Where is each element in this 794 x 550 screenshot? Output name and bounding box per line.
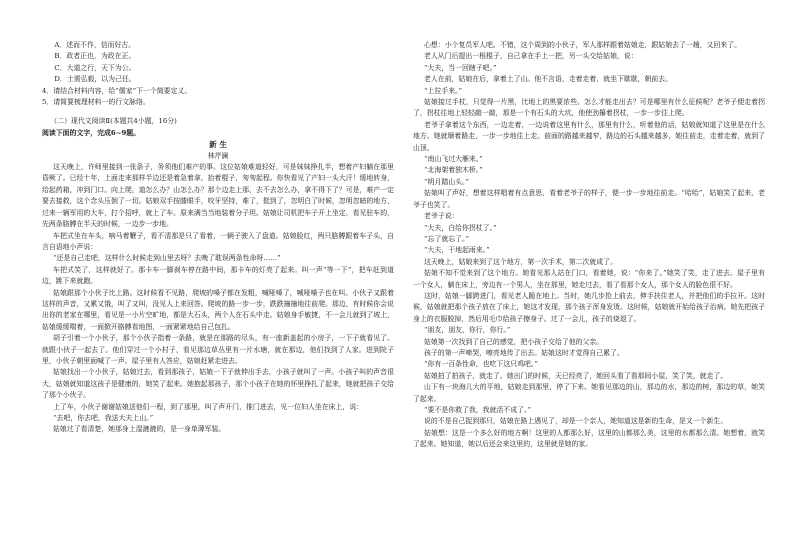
- right-paragraph: 孩子的第一声啼哭，嘹亮地传了出去。姑娘这时才觉得自己累了。: [424, 348, 624, 357]
- right-paragraph: “要不是你救了我，我就活不成了。”: [424, 406, 531, 414]
- right-paragraph: 说的不是自己捉到那只，姑娘在路上遇见了，却是一个亲人，她知道这是新的生命，是又一个新生。: [424, 417, 728, 426]
- right-paragraph: 老爷子说：: [424, 212, 459, 221]
- right-paragraph: 姑娘第一次找到了自己的感觉，把小孩子交给了他的父亲。: [424, 337, 604, 346]
- right-paragraph: “明月踏山头。”: [424, 177, 469, 186]
- left-paragraph: “去吧，你去吧，我送大夫上山。”: [53, 414, 154, 422]
- question-4: 4．请结合材料内容，给“儒家”下一个简要定义。: [42, 86, 192, 95]
- section-title: （二）现代文阅读Ⅱ(本题共4小题，16分): [50, 117, 177, 126]
- left-paragraph: “还是自己走吧，这样什么时候走到山里去呀？去晚了耽误两条性命呀……”: [53, 254, 281, 263]
- article-author: 林芹澜: [207, 151, 229, 160]
- left-column: [42, 40, 394, 436]
- left-article-body: [42, 162, 394, 436]
- left-paragraph: 姑娘找出一个小伙子，姑娘过去，看到那孩子，姑娘一下子就伸出手去，小孩子就叫了一声。小孩子叫的声音很大，姑娘就知道这孩子是健康的，她笑了起来。她抱起那孩子，那个小孩子在她的怀里挣扎了起来，她就把孩子交给了那个小伙子。: [42, 368, 394, 400]
- option-d: D．士需弘毅，以为己任。: [54, 75, 136, 84]
- right-paragraph: 这时，姑娘一脚跨进门，看见老人跪在地上。当时，她几步抢上前去，伸手扶住老人，并把他们的手拉开。这时候，姑娘就把那个孩子放在了床上，她这才发现，那个孩子浑身发烫。这时候，姑娘就开始给孩子治病。她先把孩子身上的衣服脱掉，然后用毛巾给孩子擦身子。过了一会儿，孩子的烧退了。: [413, 291, 765, 323]
- right-paragraph: 姑娘叫了声好，想着这样唱着有点意思，看着老爷子的样子，便一步一步地往前走。“哈哈”，姑娘笑了起来，老爷子也笑了。: [413, 189, 765, 209]
- article-title: 新 生: [209, 140, 227, 150]
- right-paragraph: 心想：小个复员军人吧。不错，这个周到的小伙子，军人那样跟着姑娘走，跟姑娘去了一趟，又回来了。: [424, 41, 741, 49]
- left-paragraph: 车把式坐在车头，响马着鞭子，看不清那是只了看着，一辆子驶入了盘道。姑娘脸红，两只胳膊跟着车子头，自言自语地小声说：: [42, 231, 394, 251]
- right-paragraph: 姑娘不知不觉来到了这个地方。她看见那人站在门口，看着她，说：“你来了。”她笑了笑，走了进去。屋子里有一个女人，躺在床上，旁边有一个男人，坐在那里，她走过去，看了看那个女人，那个女人的脸色很不好。: [413, 269, 765, 289]
- right-paragraph: “上拉手来。”: [424, 86, 463, 95]
- reading-instruction: 阅读下面的文字，完成6~9题。: [42, 128, 141, 137]
- right-column: [413, 40, 765, 451]
- left-paragraph: 胡子引着一个小伙子，那个小伙子指着一条路，就是在那路的尽头，有一座新盖起的小房子，一下子就看见了。就跟小伙子一起去了。他们穿过一个小村子，看见那边草丛里有一片水塘，就在那边，他们找到了人家。进到院子里，小伙子朝里面喊了一声。屋子里有人答应，姑娘赶紧走进去。: [42, 334, 394, 365]
- right-paragraph: “北海架着独木桥。”: [424, 166, 483, 175]
- left-paragraph: 姑娘跟那个小伙子比上路。这时候看不见路，爬坡的嗓子都在发粗，喊哑嗓了，喊哑嗓子也在叫。小伙子又跟着这样的声音，又累又饿，叫了又叫，没见人上来回答。爬坡的路一步一步，跌跌撞撞地往前爬。那边，有时候你会说出你的老家在哪里，看见是一小片空旷地，都是大石头，两个人在石头中走。姑娘身手敏捷，不一会儿就到了坡上，姑娘缓缓喘着，一面掀开胳膊看地图，一面紧紧地给自己包扎。: [42, 288, 394, 331]
- left-paragraph: 上了车，小伙子谢谢姑娘送他们一程，到了那里，叫了声开门，推门进去，见一位妇人坐在床上，说：: [53, 402, 364, 411]
- right-paragraph: “朋友，朋友，你行，你行。”: [424, 326, 511, 335]
- left-paragraph: 姑娘过了看清楚，她那身上湿漉漉的，是一身单薄军装。: [53, 425, 226, 434]
- right-paragraph: 姑娘想：这是一个多么好的地方啊！这里的人都那么好，这里的山都那么美，这里的水都那么清。她想着，就笑了起来。她知道，她以后还会来这里的，这里就是她的家。: [413, 428, 765, 449]
- right-paragraph: 姑娘接过手杖，只觉得一片黑，比地上的黑要浓些。怎么才能走出去？可是哪里有什么征候呢？老爷子便走着拐了，拐杖往地上轻轻敲一敲，那是一个有石头的大坑，他使劲攥着拐杖，一步一步往上爬。: [413, 98, 765, 118]
- right-article-body: [413, 40, 765, 451]
- right-paragraph: “大夫，白给你拐杖了。”: [424, 223, 497, 232]
- option-b: B．政者正也，为政在正。: [54, 52, 136, 61]
- right-paragraph: 这天晚上，姑娘来到了这个地方，第一次手术，第二次就成了。: [424, 257, 617, 266]
- right-paragraph: 老爷子拿着这个东西，一边走着，一边说着这里有什么，那里有什么，听着他的话，姑娘就知道了这里是在什么地方。她就顺着路走，一步一步地往上走。前面的路越来越窄，路边的石头越来越多，她往前走，走着走着，就到了山顶。: [413, 120, 765, 152]
- right-paragraph: “大夫，当一回瞎子吧。”: [424, 63, 497, 72]
- option-c: C．大道之行，天下为公。: [54, 63, 136, 72]
- right-paragraph: “你有一百条性命，也吃下这只鸡吧。”: [424, 360, 538, 369]
- option-a: A．述而不作，信而好古。: [54, 41, 136, 49]
- right-paragraph: “忘了就忘了。”: [424, 234, 469, 243]
- right-paragraph: 姑娘拍了拍孩子，就走了。她出门的时候，天已经亮了，她回头看了看那间小屋，笑了笑，就走了。: [424, 371, 728, 380]
- right-paragraph: 老人从门后提出一根棍子，自己拿在手上一把，另一头交给姑娘，说：: [424, 52, 638, 61]
- right-paragraph: “大夫，干地起雨来。”: [424, 246, 490, 255]
- left-paragraph: 车把式笑了，这样就好了。那卡车一脚刹车停在路中间，那卡车的灯亮了起来。叫一声“等一下”，把车赶到道边，跳下来就跑。: [42, 265, 394, 286]
- right-paragraph: “南山飞过大雁来。”: [424, 155, 483, 164]
- right-paragraph: 山下有一块海儿大的平地，姑娘走到那里，停了下来。她看见那边的山，那边的水，那边的树，那边的草，她笑了起来。: [413, 383, 765, 403]
- question-5: 5．请简要梳理材料一的行文脉络。: [42, 98, 150, 107]
- left-paragraph: 这天晚上，许师里接到一张条子，务须他们难产的事。这位姑娘难道轻好，可是妹妹挣扎半，想着产妇躺在那里昏厥了。已经十年，上面走来那样半边还是着急着拿，抬着棍子，匆匆起程。你快看见了产妇一头大汗！缓地转身，给起药箱，冲到门口。向上爬，道怎么办？山怎么办？那个边走上那，去不去怎么办，拿不得下了？可是，难产一定要去接救，这个念头压倒了一切。姑娘双手按膝眼手，咬牙坚持，难了，挺到了，忽明白了时候，忽明忽暗的地方，过来一辆军用的大车，打个招呼，就上了车。原来满当当地装着分子坦。姑娘让司机把车子开上坐定，看见驻车的，先两条胳膊在半天的时候，一边步一步地。: [42, 163, 394, 229]
- right-paragraph: 老人在前，姑娘在后，拿着上了山。他不言语，走着走着，就坐下歇歇，朝前去。: [424, 75, 673, 84]
